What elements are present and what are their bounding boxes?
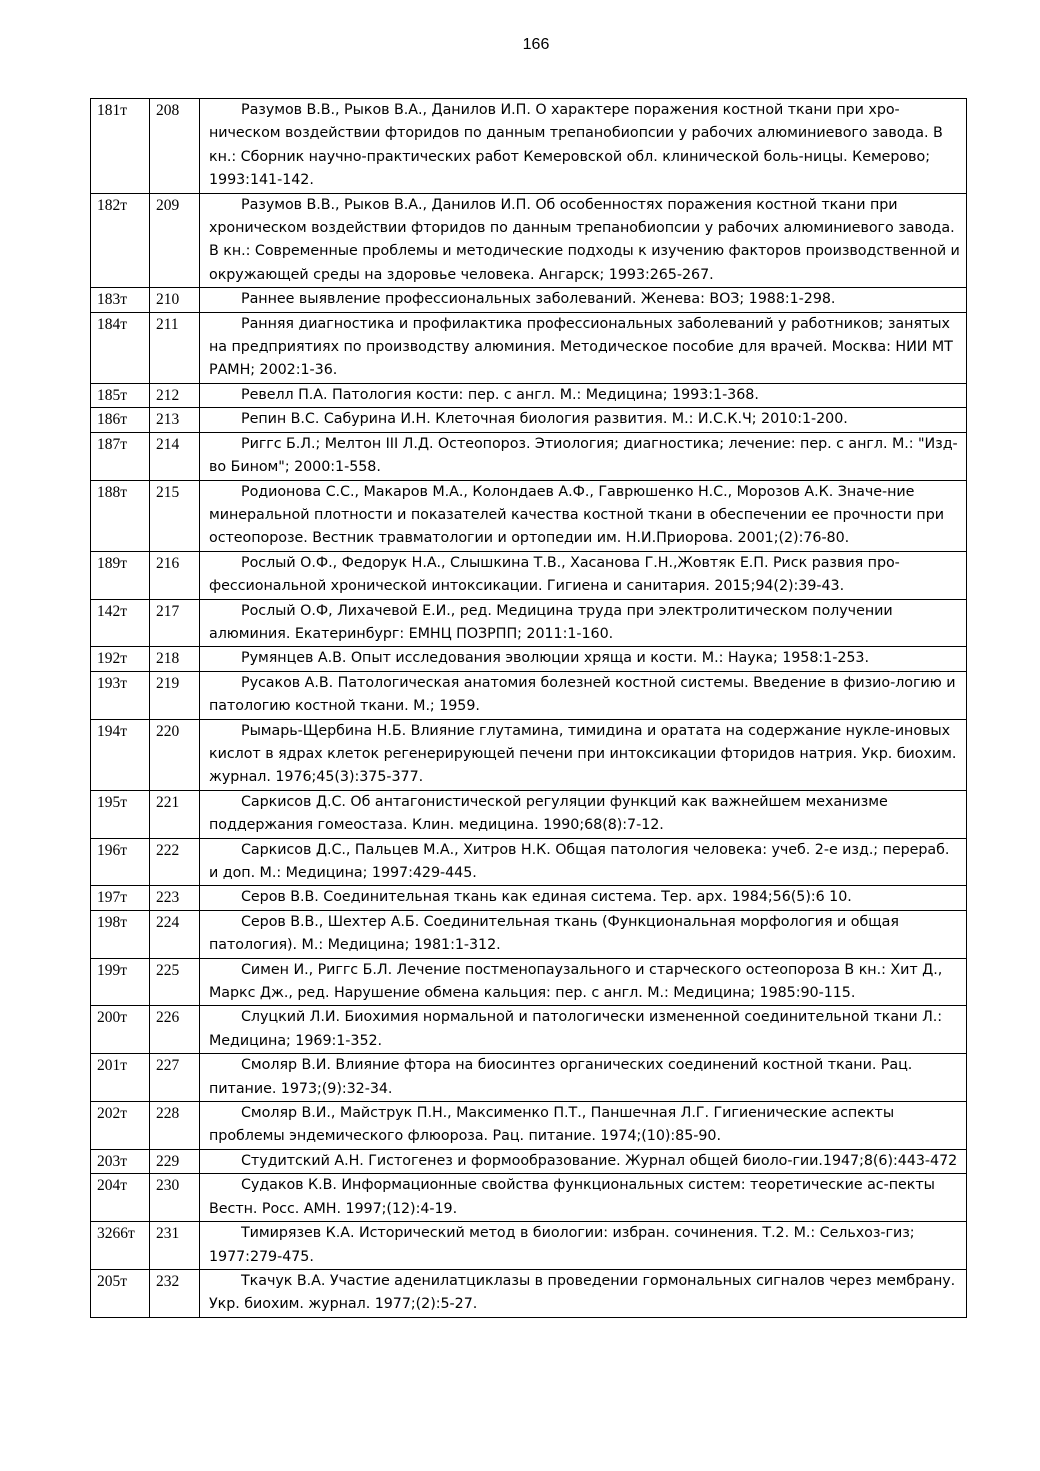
reference-text: Рослый О.Ф, Лихачевой Е.И., ред. Медицина труда при электролитическом получении алюминия. Екатеринбург: ЕМНЦ ПОЗРПП; 2011:1-160. <box>200 599 967 647</box>
reference-row <box>91 480 967 551</box>
reference-row <box>91 719 967 790</box>
reference-text: Саркисов Д.С., Пальцев М.А., Хитров Н.К. Общая патология человека: учеб. 2-е изд.; перераб. и доп. М.: Медицина; 1997:429-445. <box>200 838 967 886</box>
reference-number: 209 <box>150 193 200 288</box>
reference-text: Студитский А.Н. Гистогенез и формообразование. Журнал общей биоло-гии.1947;8(6):443-472 <box>200 1149 967 1173</box>
reference-code: 185т <box>91 383 150 407</box>
reference-row <box>91 1174 967 1222</box>
reference-number: 232 <box>150 1269 200 1317</box>
reference-code: 194т <box>91 719 150 790</box>
reference-number: 218 <box>150 647 200 671</box>
reference-number: 228 <box>150 1102 200 1150</box>
reference-code: 3266т <box>91 1222 150 1270</box>
reference-code: 197т <box>91 886 150 910</box>
reference-code: 183т <box>91 288 150 312</box>
reference-number: 213 <box>150 408 200 432</box>
reference-row <box>91 99 967 194</box>
reference-number: 217 <box>150 599 200 647</box>
references-table <box>90 98 967 1318</box>
reference-code: 196т <box>91 838 150 886</box>
reference-row <box>91 551 967 599</box>
reference-text: Смоляр В.И., Майструк П.Н., Максименко П.Т., Паншечная Л.Г. Гигиенические аспекты проблемы эндемического флюороза. Рац. питание. 1974;(10):85-90. <box>200 1102 967 1150</box>
reference-text: Смоляр В.И. Влияние фтора на биосинтез органических соединений костной ткани. Рац. питание. 1973;(9):32-34. <box>200 1054 967 1102</box>
reference-text: Русаков А.В. Патологическая анатомия болезней костной системы. Введение в физио-логию и патологию костной ткани. М.; 1959. <box>200 671 967 719</box>
reference-code: 187т <box>91 432 150 480</box>
reference-text: Репин В.С. Сабурина И.Н. Клеточная биология развития. М.: И.С.К.Ч; 2010:1-200. <box>200 408 967 432</box>
reference-text: Родионова С.С., Макаров М.А., Колондаев А.Ф., Гаврюшенко Н.С., Морозов А.К. Значе-ние минеральной плотности и показателей качества костной ткани в обеспечении ее прочности при остеопорозе. Вестник травматологии и ортопедии им. Н.И.Приорова. 2001;(2):76-80. <box>200 480 967 551</box>
reference-row <box>91 1269 967 1317</box>
reference-number: 214 <box>150 432 200 480</box>
reference-row <box>91 1054 967 1102</box>
reference-row <box>91 288 967 312</box>
reference-text: Серов В.В., Шехтер А.Б. Соединительная ткань (Функциональная морфология и общая патология). М.: Медицина; 1981:1-312. <box>200 910 967 958</box>
reference-text: Раннее выявление профессиональных заболеваний. Женева: ВОЗ; 1988:1-298. <box>200 288 967 312</box>
reference-number: 227 <box>150 1054 200 1102</box>
reference-number: 230 <box>150 1174 200 1222</box>
reference-code: 198т <box>91 910 150 958</box>
reference-row <box>91 910 967 958</box>
reference-number: 221 <box>150 790 200 838</box>
reference-row <box>91 432 967 480</box>
reference-text: Румянцев А.В. Опыт исследования эволюции хряща и кости. М.: Наука; 1958:1-253. <box>200 647 967 671</box>
reference-code: 199т <box>91 958 150 1006</box>
reference-text: Разумов В.В., Рыков В.А., Данилов И.П. О характере поражения костной ткани при хро-ническом воздействии фторидов по данным трепанобиопсии у рабочих алюминиевого завода. В кн.: Сборник научно-практических работ Кемеровской обл. клинической боль-ницы. Кемерово; 1993:141-142. <box>200 99 967 194</box>
reference-code: 202т <box>91 1102 150 1150</box>
reference-number: 211 <box>150 312 200 383</box>
reference-text: Серов В.В. Соединительная ткань как единая система. Тер. арх. 1984;56(5):6 10. <box>200 886 967 910</box>
reference-text: Ревелл П.А. Патология кости: пер. с англ. М.: Медицина; 1993:1-368. <box>200 383 967 407</box>
reference-text: Судаков К.В. Информационные свойства функциональных систем: теоретические ас-пекты Вестн. Росс. АМН. 1997;(12):4-19. <box>200 1174 967 1222</box>
reference-number: 231 <box>150 1222 200 1270</box>
reference-row <box>91 193 967 288</box>
reference-row <box>91 838 967 886</box>
reference-number: 229 <box>150 1149 200 1173</box>
reference-number: 208 <box>150 99 200 194</box>
reference-number: 222 <box>150 838 200 886</box>
reference-number: 210 <box>150 288 200 312</box>
reference-row <box>91 383 967 407</box>
reference-code: 182т <box>91 193 150 288</box>
reference-text: Саркисов Д.С. Об антагонистической регуляции функций как важнейшем механизме поддержания гомеостаза. Клин. медицина. 1990;68(8):7-12. <box>200 790 967 838</box>
reference-code: 205т <box>91 1269 150 1317</box>
reference-row <box>91 1006 967 1054</box>
reference-number: 215 <box>150 480 200 551</box>
reference-code: 192т <box>91 647 150 671</box>
reference-text: Симен И., Риггс Б.Л. Лечение постменопаузального и старческого остеопороза В кн.: Хит Д., Маркс Дж., ред. Нарушение обмена кальция: пер. с англ. М.: Медицина; 1985:90-115. <box>200 958 967 1006</box>
reference-number: 219 <box>150 671 200 719</box>
reference-row <box>91 1222 967 1270</box>
reference-code: 184т <box>91 312 150 383</box>
reference-number: 212 <box>150 383 200 407</box>
reference-code: 200т <box>91 1006 150 1054</box>
reference-text: Рымарь-Щербина Н.Б. Влияние глутамина, тимидина и оратата на содержание нукле-иновых кислот в ядрах клеток регенерирующей печени при интоксикации фторидов натрия. Укр. биохим. журнал. 1976;45(3):375-377. <box>200 719 967 790</box>
reference-code: 188т <box>91 480 150 551</box>
reference-text: Ткачук В.А. Участие аденилатциклазы в проведении гормональных сигналов через мембрану. Укр. биохим. журнал. 1977;(2):5-27. <box>200 1269 967 1317</box>
reference-text: Разумов В.В., Рыков В.А., Данилов И.П. Об особенностях поражения костной ткани при хроническом воздействии фторидов по данным трепанобиопсии у рабочих алюминиевого завода. В кн.: Современные проблемы и методические подходы к изучению факторов производственной и окружающей среды на здоровье человека. Ангарск; 1993:265-267. <box>200 193 967 288</box>
reference-row <box>91 312 967 383</box>
reference-number: 223 <box>150 886 200 910</box>
reference-code: 186т <box>91 408 150 432</box>
reference-code: 142т <box>91 599 150 647</box>
reference-row <box>91 599 967 647</box>
reference-text: Рослый О.Ф., Федорук Н.А., Слышкина Т.В., Хасанова Г.Н.,Жовтяк Е.П. Риск развия про-фессиональной хронической интоксикации. Гигиена и санитария. 2015;94(2):39-43. <box>200 551 967 599</box>
reference-row <box>91 671 967 719</box>
reference-number: 220 <box>150 719 200 790</box>
reference-code: 204т <box>91 1174 150 1222</box>
reference-row <box>91 1149 967 1173</box>
reference-text: Тимирязев К.А. Исторический метод в биологии: избран. сочинения. Т.2. М.: Сельхоз-гиз; 1977:279-475. <box>200 1222 967 1270</box>
reference-text: Ранняя диагностика и профилактика профессиональных заболеваний у работников; занятых на предприятиях по производству алюминия. Методическое пособие для врачей. Москва: НИИ МТ РАМН; 2002:1-36. <box>200 312 967 383</box>
page-number: 166 <box>522 36 550 53</box>
reference-number: 225 <box>150 958 200 1006</box>
references-table-body <box>91 99 967 1318</box>
reference-text: Слуцкий Л.И. Биохимия нормальной и патологически измененной соединительной ткани Л.: Медицина; 1969:1-352. <box>200 1006 967 1054</box>
reference-code: 203т <box>91 1149 150 1173</box>
reference-number: 224 <box>150 910 200 958</box>
reference-code: 193т <box>91 671 150 719</box>
reference-text: Риггс Б.Л.; Мелтон III Л.Д. Остеопороз. Этиология; диагностика; лечение: пер. с англ. М.: "Изд-во Бином"; 2000:1-558. <box>200 432 967 480</box>
reference-number: 216 <box>150 551 200 599</box>
reference-row <box>91 1102 967 1150</box>
reference-code: 201т <box>91 1054 150 1102</box>
reference-code: 181т <box>91 99 150 194</box>
reference-row <box>91 886 967 910</box>
reference-row <box>91 790 967 838</box>
reference-number: 226 <box>150 1006 200 1054</box>
reference-code: 195т <box>91 790 150 838</box>
reference-row <box>91 647 967 671</box>
reference-row <box>91 958 967 1006</box>
reference-row <box>91 408 967 432</box>
reference-code: 189т <box>91 551 150 599</box>
